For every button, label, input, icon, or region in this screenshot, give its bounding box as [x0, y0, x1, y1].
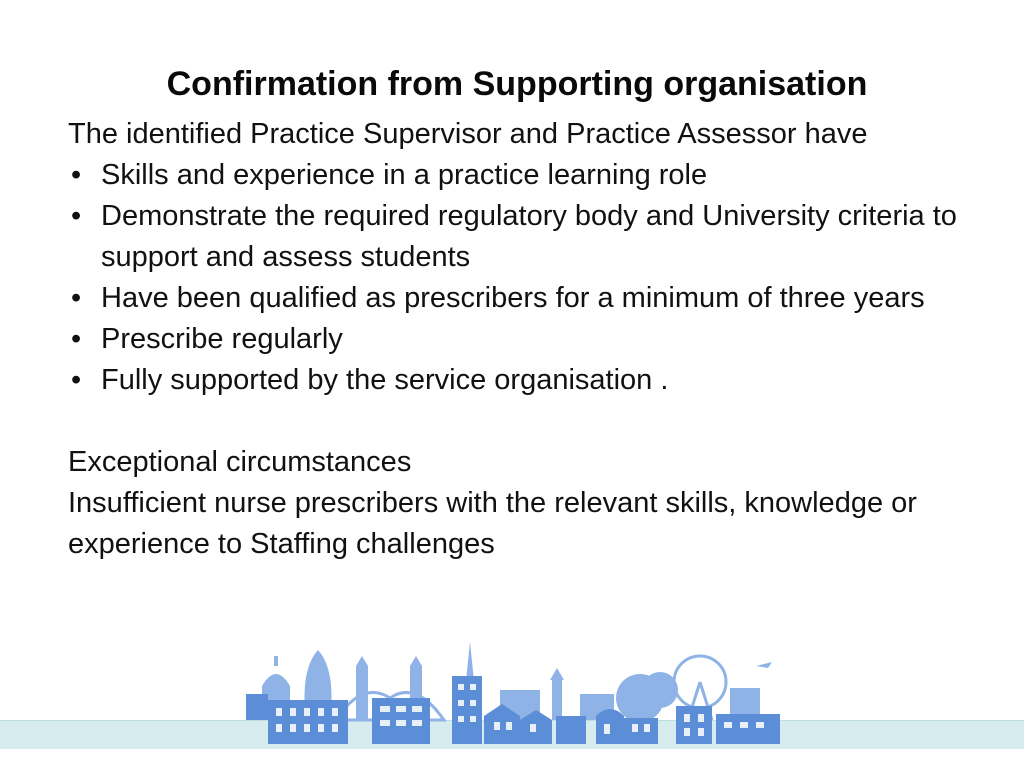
exceptional-text: Insufficient nurse prescribers with the relevant skills, knowledge or experience to Staffing challenges	[68, 487, 917, 560]
bullet-dot: •	[71, 364, 82, 396]
bullet-text: Skills and experience in a practice learning role	[101, 159, 708, 191]
bullet-item	[68, 155, 988, 196]
bullet-dot: •	[71, 159, 82, 191]
bullet-text: Prescribe regularly	[101, 323, 343, 355]
exceptional-section	[68, 442, 988, 565]
spacer	[68, 401, 988, 442]
bullet-text: Demonstrate the required regulatory body and University criteria to support and assess students	[101, 200, 957, 273]
bullet-dot: •	[71, 323, 82, 355]
bullet-item	[68, 278, 988, 319]
city-skyline-icon	[0, 620, 1024, 768]
bullet-dot: •	[71, 282, 82, 314]
bullet-text: Have been qualified as prescribers for a minimum of three years	[101, 282, 925, 314]
bullet-item	[68, 196, 988, 278]
exceptional-heading: Exceptional circumstances	[68, 446, 412, 478]
bullet-item	[68, 360, 988, 401]
bullet-dot: •	[71, 200, 82, 232]
bullet-list	[68, 155, 988, 401]
intro-text: The identified Practice Supervisor and Practice Assessor have	[68, 118, 868, 150]
slide-title: Confirmation from Supporting organisation	[166, 65, 868, 103]
slide-body	[68, 114, 988, 565]
bullet-text: Fully supported by the service organisation .	[101, 364, 669, 396]
bullet-item	[68, 319, 988, 360]
